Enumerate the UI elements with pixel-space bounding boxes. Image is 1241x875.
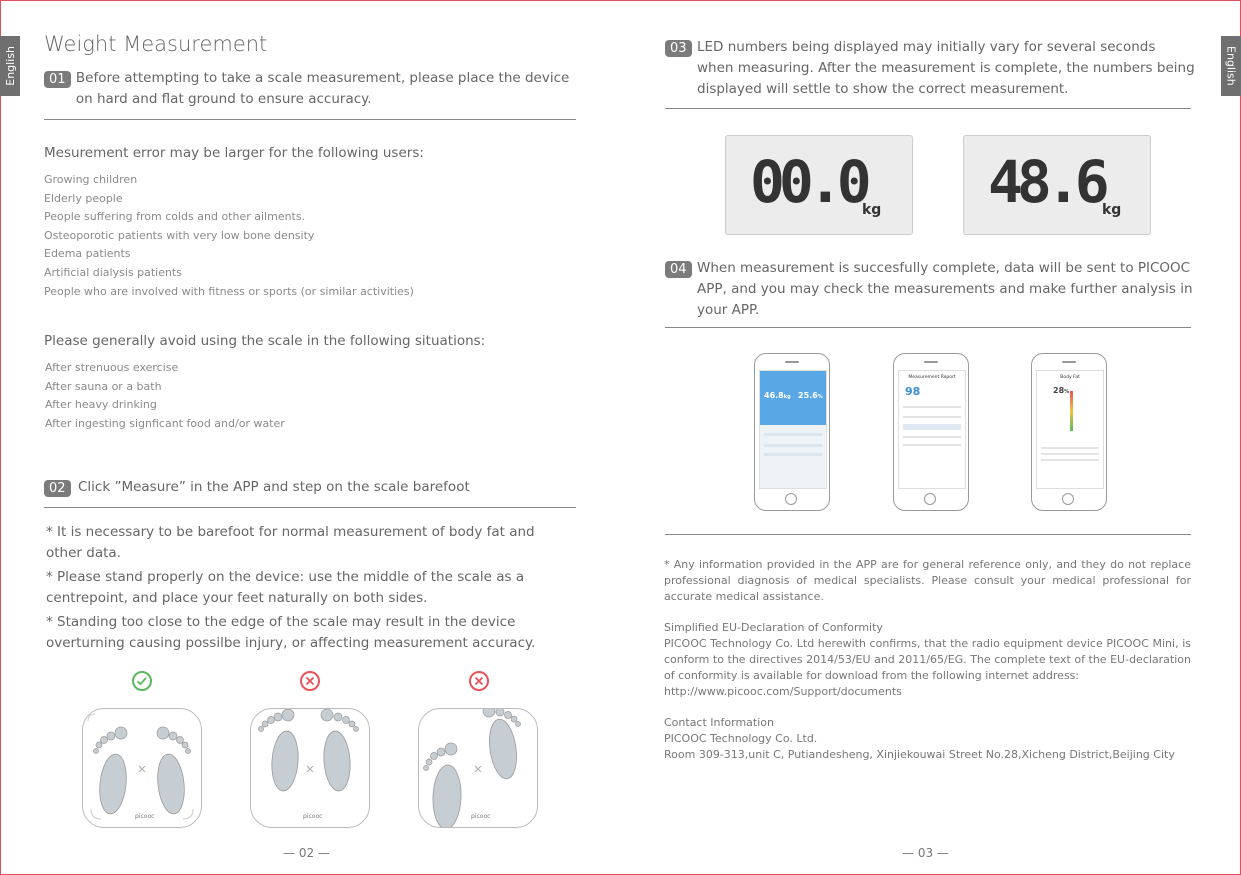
step-03 bbox=[665, 37, 1195, 100]
list-item: Elderly people bbox=[44, 191, 123, 205]
led-unit: kg bbox=[862, 202, 882, 218]
weight-unit: kg bbox=[783, 394, 791, 400]
divider bbox=[665, 327, 1191, 328]
divider bbox=[44, 119, 576, 120]
list-item: After heavy drinking bbox=[45, 398, 157, 412]
contact-company: PICOOC Technology Co. Ltd. bbox=[664, 732, 818, 745]
contact-heading: Contact Information bbox=[664, 716, 774, 729]
bodyfat-reading: 28 bbox=[1053, 386, 1065, 395]
list-item: Osteoporotic patients with very low bone density bbox=[44, 228, 315, 242]
step-01 bbox=[44, 68, 574, 110]
page-number: — 03 — bbox=[902, 846, 949, 860]
phone-bodyfat-screen bbox=[1031, 353, 1107, 511]
scale-brand: picooc bbox=[303, 813, 323, 820]
list-item: After sauna or a bath bbox=[45, 379, 162, 393]
page-title: Weight Measurement bbox=[44, 32, 268, 56]
language-tab-left: English bbox=[0, 36, 20, 96]
led-value: 48.6 bbox=[988, 148, 1104, 216]
report-score: 98 bbox=[905, 385, 921, 398]
contact-address: Room 309-313,unit C, Putiandesheng, Xinjiekouwai Street No.28,Xicheng District,Beijing City bbox=[664, 748, 1175, 761]
list-item: People who are involved with fitness or sports (or similar activities) bbox=[44, 284, 414, 298]
eu-url[interactable]: http://www.picooc.com/Support/documents bbox=[664, 685, 902, 698]
language-tab-right: English bbox=[1221, 36, 1241, 96]
scale-off-center bbox=[418, 708, 538, 828]
led-display-initial bbox=[725, 135, 913, 235]
page-number: — 02 — bbox=[283, 846, 330, 860]
list-item: People suffering from colds and other ailments. bbox=[44, 210, 306, 224]
phone-report-screen bbox=[893, 353, 969, 511]
divider bbox=[44, 507, 576, 508]
list-item: Edema patients bbox=[44, 247, 131, 261]
avoid-list bbox=[45, 359, 285, 433]
report-title: Measurement Report bbox=[908, 375, 956, 380]
led-display-final bbox=[963, 135, 1151, 235]
scale-too-far-forward bbox=[250, 708, 370, 828]
bodyfat-reading-unit: % bbox=[1064, 389, 1070, 395]
scale-brand: picooc bbox=[471, 813, 491, 820]
step-text: Before attempting to take a scale measurement, please place the device on hard and flat ground to ensure accuracy. bbox=[75, 70, 570, 107]
step-number: 01 bbox=[44, 71, 71, 88]
step-text: LED numbers being displayed may initially vary for several seconds when measuring. After the measurement is complete, the numbers being displayed will settle to show the correct measurement. bbox=[697, 39, 1195, 97]
led-value: 00.0 bbox=[750, 148, 866, 216]
note: * Please stand properly on the device: use the middle of the scale as a centrepoint, and place your feet naturally on both sides. bbox=[46, 569, 525, 606]
scale-correct-stance bbox=[82, 708, 202, 828]
bodyfat-title: Body Fat bbox=[1060, 375, 1080, 380]
led-unit: kg bbox=[1102, 202, 1122, 218]
eu-declaration bbox=[664, 620, 1191, 700]
step-text: When measurement is succesfully complete, data will be sent to PICOOC APP, and you may check the measurements and make further analysis in your APP. bbox=[697, 260, 1193, 318]
step-number: 03 bbox=[665, 40, 692, 57]
contact-information bbox=[664, 715, 1191, 763]
cross-icon bbox=[469, 671, 489, 691]
note: * It is necessary to be barefoot for normal measurement of body fat and other data. bbox=[46, 524, 535, 561]
step-02 bbox=[44, 477, 470, 498]
disclaimer: * Any information provided in the APP are for general reference only, and they do not replace professional diagnosis of medical specialists. Please consult your medical professional for accurate medical assistance. bbox=[664, 558, 1191, 603]
note: * Standing too close to the edge of the scale may result in the device overturning causing possilbe injury, or affecting measurement accuracy. bbox=[46, 614, 536, 651]
error-users-list bbox=[44, 171, 414, 301]
list-item: Artificial dialysis patients bbox=[44, 265, 182, 279]
scale-brand: picooc bbox=[135, 813, 155, 820]
divider bbox=[665, 108, 1191, 109]
notes bbox=[46, 522, 546, 654]
step-number: 02 bbox=[44, 480, 71, 497]
bodyfat-value: 25.6 bbox=[798, 391, 818, 400]
list-item: After strenuous exercise bbox=[45, 361, 179, 374]
step-04 bbox=[665, 258, 1195, 321]
eu-text: PICOOC Technology Co. Ltd herewith confirms, that the radio equipment device PICOOC Mini, is conform to the directives 2014/53/EU and 2011/65/EG. The complete text of the EU-declaration of conformity is available for download from the following internet address: bbox=[664, 637, 1191, 682]
step-number: 04 bbox=[665, 261, 692, 278]
weight-value: 46.8 bbox=[764, 391, 784, 400]
check-icon bbox=[132, 671, 152, 691]
avoid-heading: Please generally avoid using the scale in the following situations: bbox=[44, 333, 486, 349]
list-item: Growing children bbox=[44, 173, 138, 186]
divider bbox=[665, 534, 1191, 535]
cross-icon bbox=[300, 671, 320, 691]
eu-heading: Simplified EU-Declaration of Conformity bbox=[664, 621, 883, 634]
list-item: After ingesting signficant food and/or water bbox=[45, 416, 285, 430]
phone-home-screen bbox=[754, 353, 830, 511]
step-text: Click ”Measure” in the APP and step on the scale barefoot bbox=[78, 479, 470, 495]
bodyfat-unit: % bbox=[817, 394, 823, 400]
error-heading: Mesurement error may be larger for the following users: bbox=[44, 145, 424, 161]
